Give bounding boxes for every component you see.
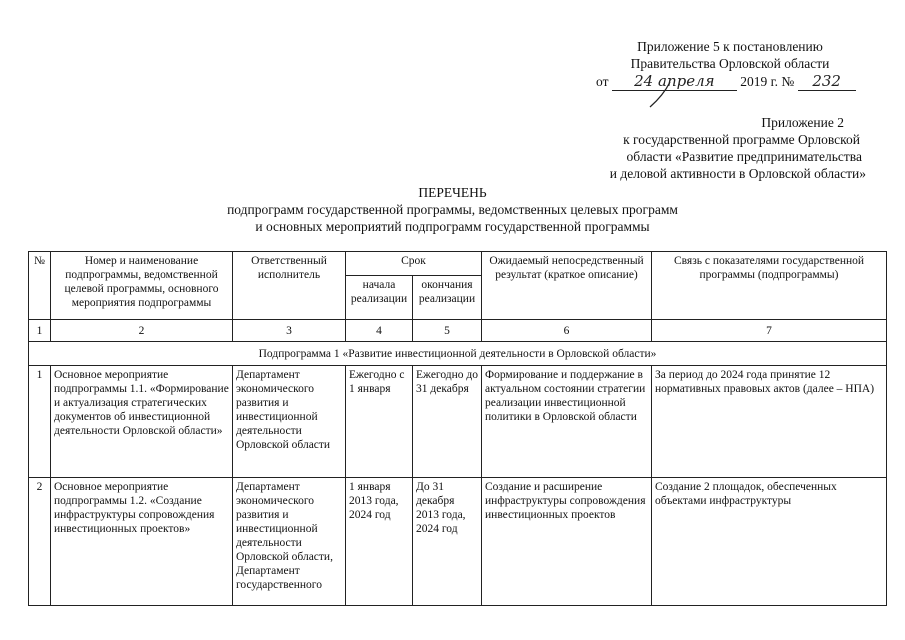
col-number: 6 [482,320,652,342]
col-number: 5 [413,320,482,342]
th-result: Ожидаемый непосредственный результат (краткое описание) [482,252,652,320]
appendix-line-2: к государственной программе Орловской [623,132,860,147]
subprogram-title: Подпрограмма 1 «Развитие инвестиционной деятельности в Орловской области» [29,342,887,366]
programs-table [28,251,887,606]
doc-subtitle-2: и основных мероприятий подпрограмм государственной программы [255,219,650,234]
th-executor: Ответственный исполнитель [233,252,346,320]
approval-from: от [596,74,609,89]
row-link: Создание 2 площадок, обеспеченных объектами инфраструктуры [652,478,887,606]
approval-year: 2019 г. № [740,74,795,89]
row-num: 1 [29,366,51,478]
row-result: Формирование и поддержание в актуальном состоянии стратегии реализации инвестиционной политики в Орловской области [482,366,652,478]
col-number: 7 [652,320,887,342]
th-link: Связь с показателями государственной программы (подпрограммы) [652,252,887,320]
col-number: 3 [233,320,346,342]
row-start: Ежегодно с 1 января [346,366,413,478]
row-executor: Департамент экономического развития и инвестиционной деятельности Орловской области, Департамент государственного [233,478,346,606]
approval-date: 24 апреля [612,73,737,91]
col-number: 4 [346,320,413,342]
th-start: начала реализации [346,276,413,320]
col-number: 1 [29,320,51,342]
table-row [29,478,887,606]
doc-title: ПЕРЕЧЕНЬ [418,185,487,200]
th-end: окончания реализации [413,276,482,320]
table-row [29,366,887,478]
col-number: 2 [51,320,233,342]
appendix-line-1: Приложение 2 [761,115,844,130]
th-name: Номер и наименование подпрограммы, ведомственной целевой программы, основного мероприятия подпрограммы [51,252,233,320]
approval-number: 232 [798,73,856,91]
row-link: За период до 2024 года принятие 12 нормативных правовых актов (далее – НПА) [652,366,887,478]
signature-stroke [640,80,700,110]
th-term: Срок [346,252,482,276]
row-name: Основное мероприятие подпрограммы 1.1. «Формирование и актуализация стратегических документов об инвестиционной деятельности Орловской области» [51,366,233,478]
doc-subtitle-1: подпрограмм государственной программы, ведомственных целевых программ [227,202,678,217]
th-num: № [29,252,51,320]
row-end: До 31 декабря 2013 года, 2024 год [413,478,482,606]
approval-line-1: Приложение 5 к постановлению [637,39,823,54]
row-name: Основное мероприятие подпрограммы 1.2. «Создание инфраструктуры сопровождения инвестиционных проектов» [51,478,233,606]
appendix-line-3: области «Развитие предпринимательства [626,149,862,164]
approval-line-2: Правительства Орловской области [630,56,830,71]
row-result: Создание и расширение инфраструктуры сопровождения инвестиционных проектов [482,478,652,606]
row-end: Ежегодно до 31 декабря [413,366,482,478]
row-start: 1 января 2013 года, 2024 год [346,478,413,606]
row-num: 2 [29,478,51,606]
appendix-line-4: и деловой активности в Орловской области» [609,166,866,181]
row-executor: Департамент экономического развития и инвестиционной деятельности Орловской области [233,366,346,478]
